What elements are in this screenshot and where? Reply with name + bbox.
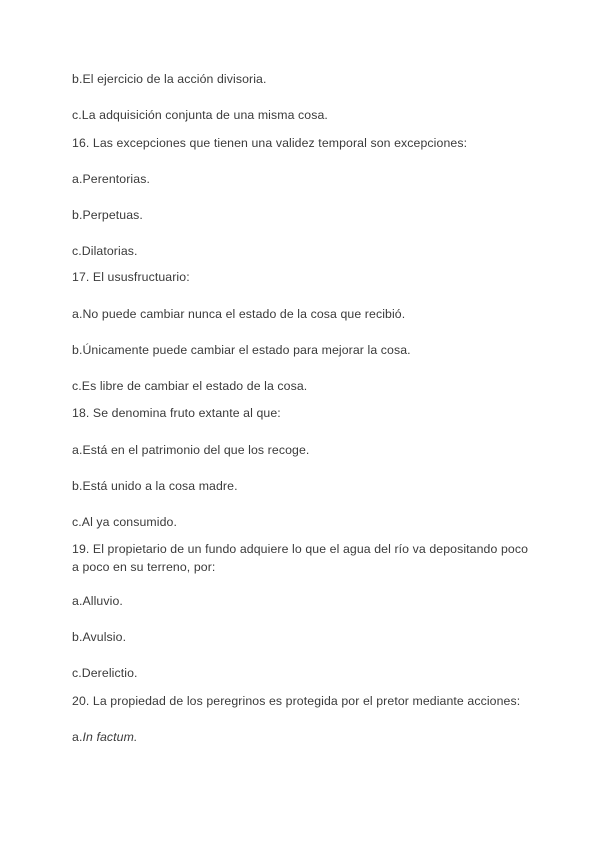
question-20: 20. La propiedad de los peregrinos es protegida por el pretor mediante acciones: [72,694,521,708]
option-b-perpetuas: b.Perpetuas. [72,208,143,222]
option-a-patrimonio: a.Está en el patrimonio del que los recoge. [72,443,310,457]
question-19: 19. El propietario de un fundo adquiere lo que el agua del río va depositando poco a poco en su terreno, por: [72,542,529,574]
option-a-in-factum [72,728,542,746]
option-c-derelictio: c.Derelictio. [72,666,138,680]
option-a-perentorias: a.Perentorias. [72,172,150,186]
option-b-unicamente: b.Únicamente puede cambiar el estado para mejorar la cosa. [72,343,411,357]
question-17: 17. El ususfructuario: [72,270,190,284]
option-c-dilatorias: c.Dilatorias. [72,244,138,258]
option-prefix: a. [72,730,83,744]
question-18: 18. Se denomina fruto extante al que: [72,406,281,420]
option-b-avulsio: b.Avulsio. [72,630,127,644]
option-c-adquisicion: c.La adquisición conjunta de una misma cosa. [72,108,328,122]
option-c-consumido: c.Al ya consumido. [72,515,178,529]
question-16: 16. Las excepciones que tienen una validez temporal son excepciones: [72,136,468,150]
option-c-libre: c.Es libre de cambiar el estado de la cosa. [72,379,308,393]
option-b-divisoria: b.El ejercicio de la acción divisoria. [72,72,267,86]
option-b-unido: b.Está unido a la cosa madre. [72,479,238,493]
option-a-no-puede: a.No puede cambiar nunca el estado de la cosa que recibió. [72,307,406,321]
option-italic-text: In factum. [82,730,138,744]
option-a-alluvio: a.Alluvio. [72,594,123,608]
